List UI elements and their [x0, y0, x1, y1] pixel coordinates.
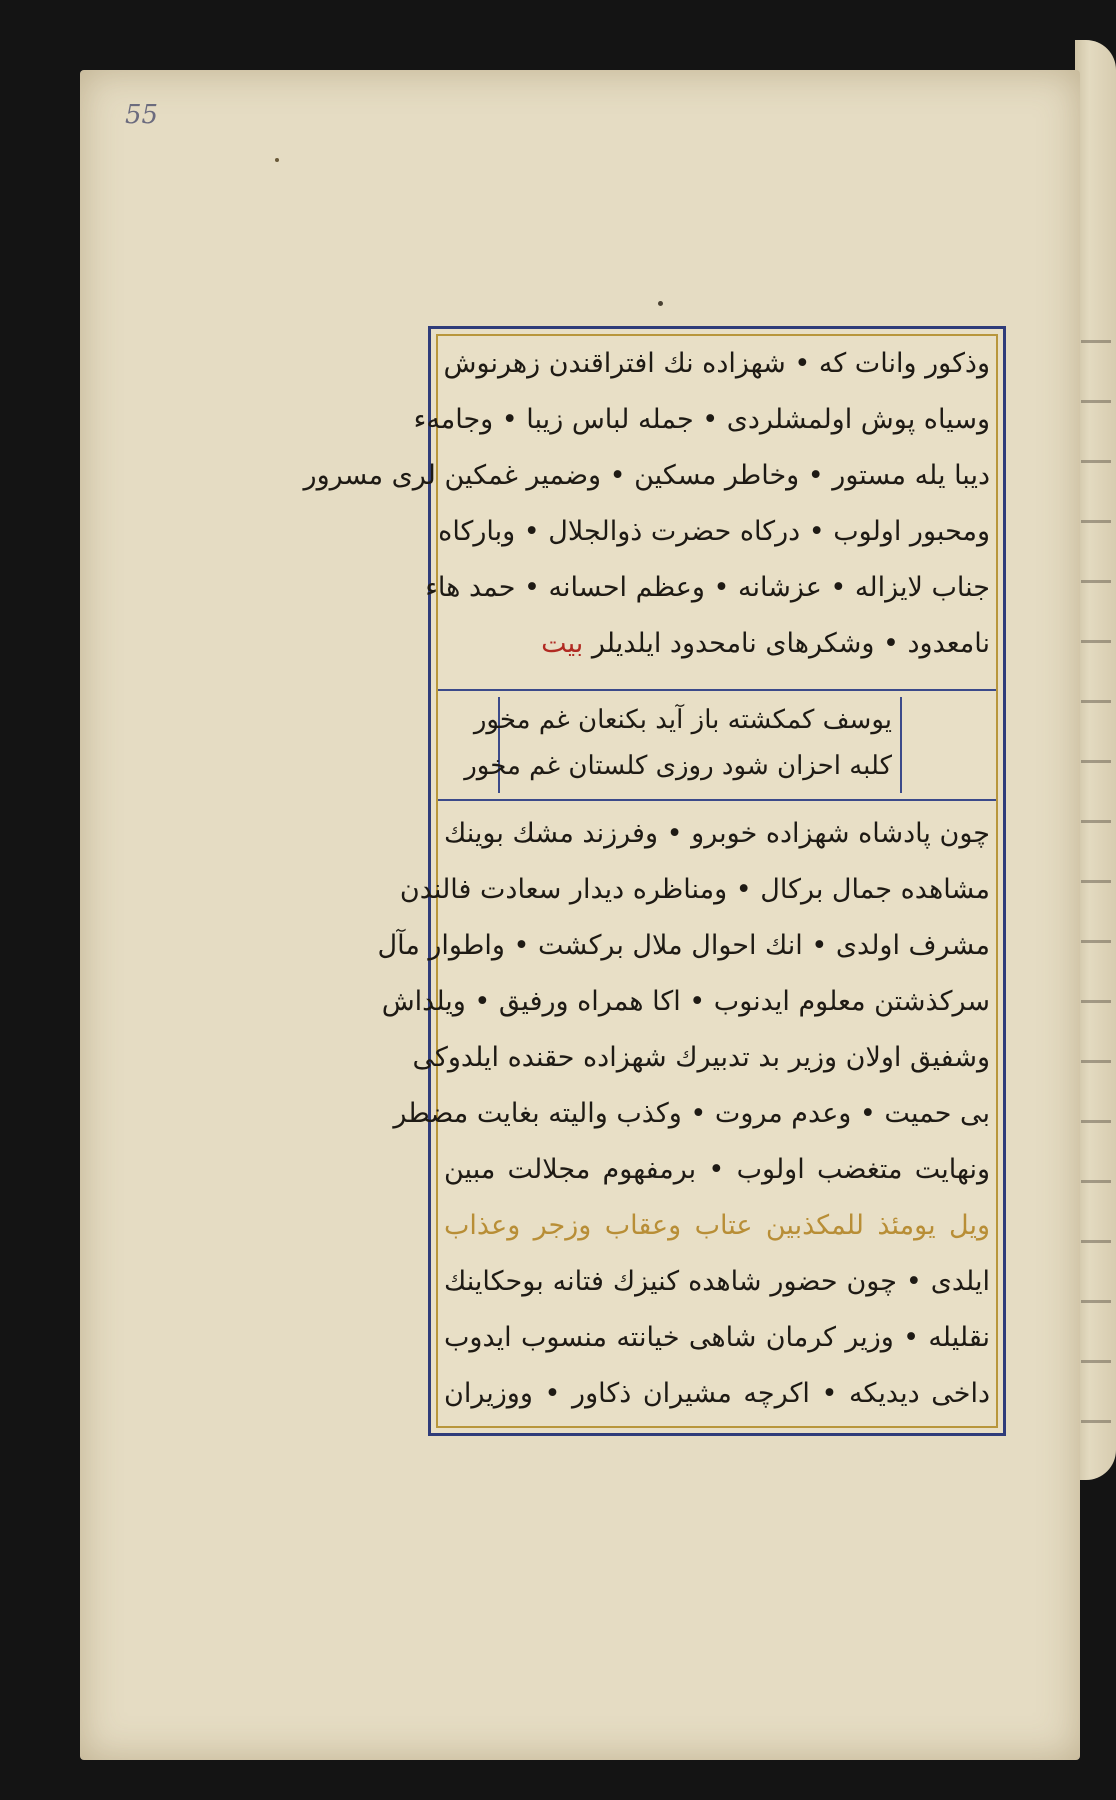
next-page-edge — [1075, 40, 1116, 1480]
edge-text-line — [1081, 1000, 1111, 1003]
folio-number: 55 — [125, 100, 159, 130]
text-line: جناب لایزالە • عزشانه • وعظم احسانە • حمد هاء — [425, 572, 990, 603]
text-line: دیبا یلە مستور • وخاطر مسکین • وضمیر غمکین لری مسرور — [303, 460, 990, 491]
edge-text-line — [1081, 880, 1111, 883]
edge-text-line — [1081, 1240, 1111, 1243]
verse-column — [464, 697, 902, 793]
edge-text-line — [1081, 520, 1111, 523]
rubric-heading: بیت — [541, 628, 584, 659]
edge-text-line — [1081, 460, 1111, 463]
edge-text-line — [1081, 700, 1111, 703]
edge-text-line — [1081, 640, 1111, 643]
text-line: ایلدی • چون حضور شاهدە کنیزك فتانە بوحکاینك — [444, 1266, 990, 1297]
edge-text-line — [1081, 340, 1111, 343]
verse-line: کلبە احزان شود روزی کلستان غم مخور — [464, 751, 892, 781]
prose-block-bottom — [377, 806, 990, 1422]
text-line: نقلیلە • وزیر کرمان شاهی خیانتە منسوب ایدوب — [444, 1322, 990, 1353]
text-line: وسیاه پوش اولمشلردی • جملە لباس زیبا • وجامهء — [413, 404, 990, 435]
edge-text-line — [1081, 1300, 1111, 1303]
text-frame — [303, 326, 1006, 1436]
verse-panel — [438, 689, 996, 801]
edge-text-line — [1081, 820, 1111, 823]
text-line: چون پادشاه شهزادە خوبرو • وفرزند مشك بوینك — [444, 818, 990, 849]
edge-text-line — [1081, 760, 1111, 763]
edge-text-line — [1081, 400, 1111, 403]
edge-text-line — [1081, 1120, 1111, 1123]
text-line: داخی دیدیکە • اکرچە مشیران ذکاور • ووزیران — [444, 1378, 990, 1409]
ink-speck — [658, 301, 663, 306]
text-line-quran-quote: ویل یومئذ للمکذبین عتاب وعقاب وزجر وعذاب — [444, 1210, 990, 1241]
prose-block-top — [303, 336, 990, 672]
edge-text-line — [1081, 1420, 1111, 1423]
text-line — [444, 616, 990, 672]
text-line: وذکور وانات کە • شهزادە نك افتراقندن زهرنوش — [443, 348, 990, 379]
edge-text-line — [1081, 1180, 1111, 1183]
text-line: سرکذشتن معلوم ایدنوب • اکا همراه ورفیق • ویلداش — [381, 986, 990, 1017]
edge-text-line — [1081, 1060, 1111, 1063]
text-line: مشاهدە جمال برکال • ومناظرە دیدار سعادت فالندن — [399, 874, 990, 905]
text-line: مشرف اولدی • انك احوال ملال برکشت • واطوار مآل — [377, 930, 990, 961]
text-line: بی حمیت • وعدم مروت • وکذب والیتە بغایت مضطر — [393, 1098, 990, 1129]
verse-line: یوسف کمکشتە باز آید بکنعان غم مخور — [473, 705, 892, 735]
gold-ruling — [303, 334, 998, 1428]
text-line: ونهایت متغضب اولوب • برمفهوم مجلالت مبین — [444, 1154, 990, 1185]
edge-text-line — [1081, 580, 1111, 583]
edge-text-line — [1081, 940, 1111, 943]
edge-text-line — [1081, 1360, 1111, 1363]
text-line: وشفیق اولان وزیر بد تدبیرك شهزادە حقندە ایلدوکی — [412, 1042, 990, 1073]
text-line: ومحبور اولوب • درکاه حضرت ذوالجلال • وبارکاه — [438, 516, 990, 547]
ink-speck — [275, 158, 279, 162]
text-line-content: نامعدود • وشکرهای نامحدود ایلدیلر — [591, 628, 990, 659]
